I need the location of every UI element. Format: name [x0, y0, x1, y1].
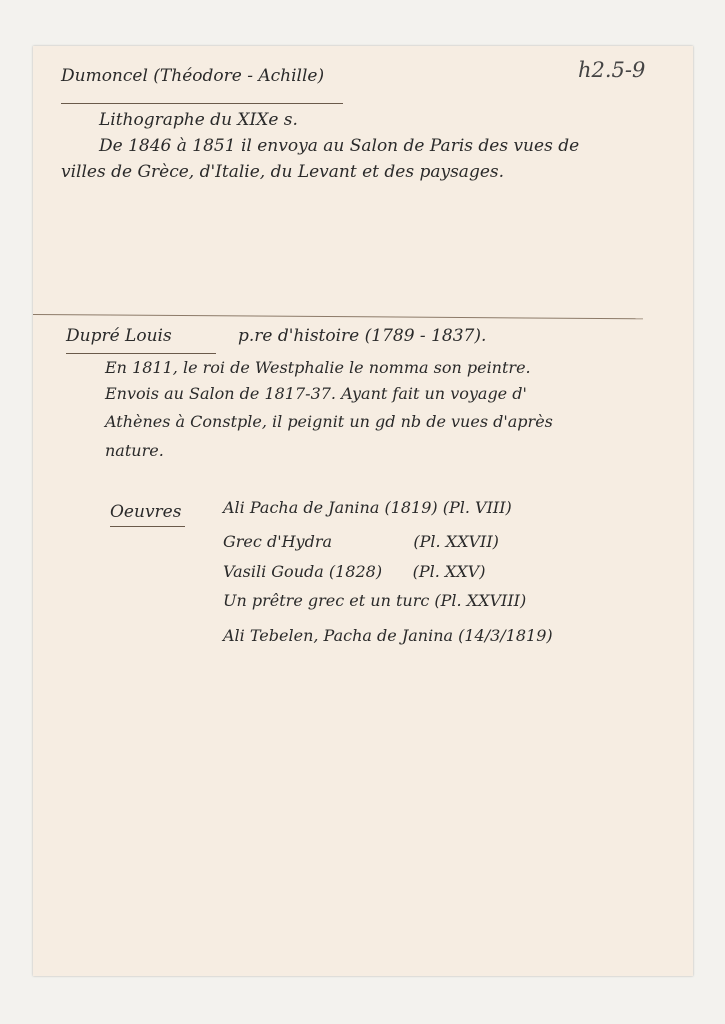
- works-underline: [110, 526, 185, 527]
- works-list-item: Vasili Gouda (1828) (Pl. XXV): [223, 562, 486, 581]
- works-list-item: Ali Tebelen, Pacha de Janina (14/3/1819): [223, 626, 553, 645]
- entry-dates: p.re d'histoire (1789 - 1837).: [238, 326, 487, 346]
- entry-text-line: Lithographe du XIXe s.: [99, 110, 298, 130]
- entry-text-line: villes de Grèce, d'Italie, du Levant et des paysages.: [61, 162, 505, 182]
- index-card: [33, 46, 693, 976]
- entry-text-line: Envois au Salon de 1817-37. Ayant fait un voyage d': [105, 384, 527, 403]
- works-heading: Oeuvres: [110, 502, 182, 522]
- works-list-item: Grec d'Hydra (Pl. XXVII): [223, 532, 499, 551]
- entry-name-dumoncel: Dumoncel (Théodore - Achille): [61, 66, 325, 86]
- works-list-item: Un prêtre grec et un turc (Pl. XXVIII): [223, 591, 527, 610]
- entry-text-line: En 1811, le roi de Westphalie le nomma son peintre.: [105, 358, 531, 377]
- section-divider: [33, 314, 643, 319]
- entry-text-line: nature.: [105, 441, 164, 460]
- name-underline: [61, 103, 343, 104]
- name-underline: [66, 353, 216, 354]
- reference-number: h2.5-9: [578, 58, 646, 82]
- entry-name-dupre: Dupré Louis: [66, 326, 172, 346]
- entry-text-line: Athènes à Constple, il peignit un gd nb de vues d'après: [105, 412, 553, 431]
- entry-text-line: De 1846 à 1851 il envoya au Salon de Paris des vues de: [99, 136, 580, 156]
- works-list-item: Ali Pacha de Janina (1819) (Pl. VIII): [223, 498, 512, 517]
